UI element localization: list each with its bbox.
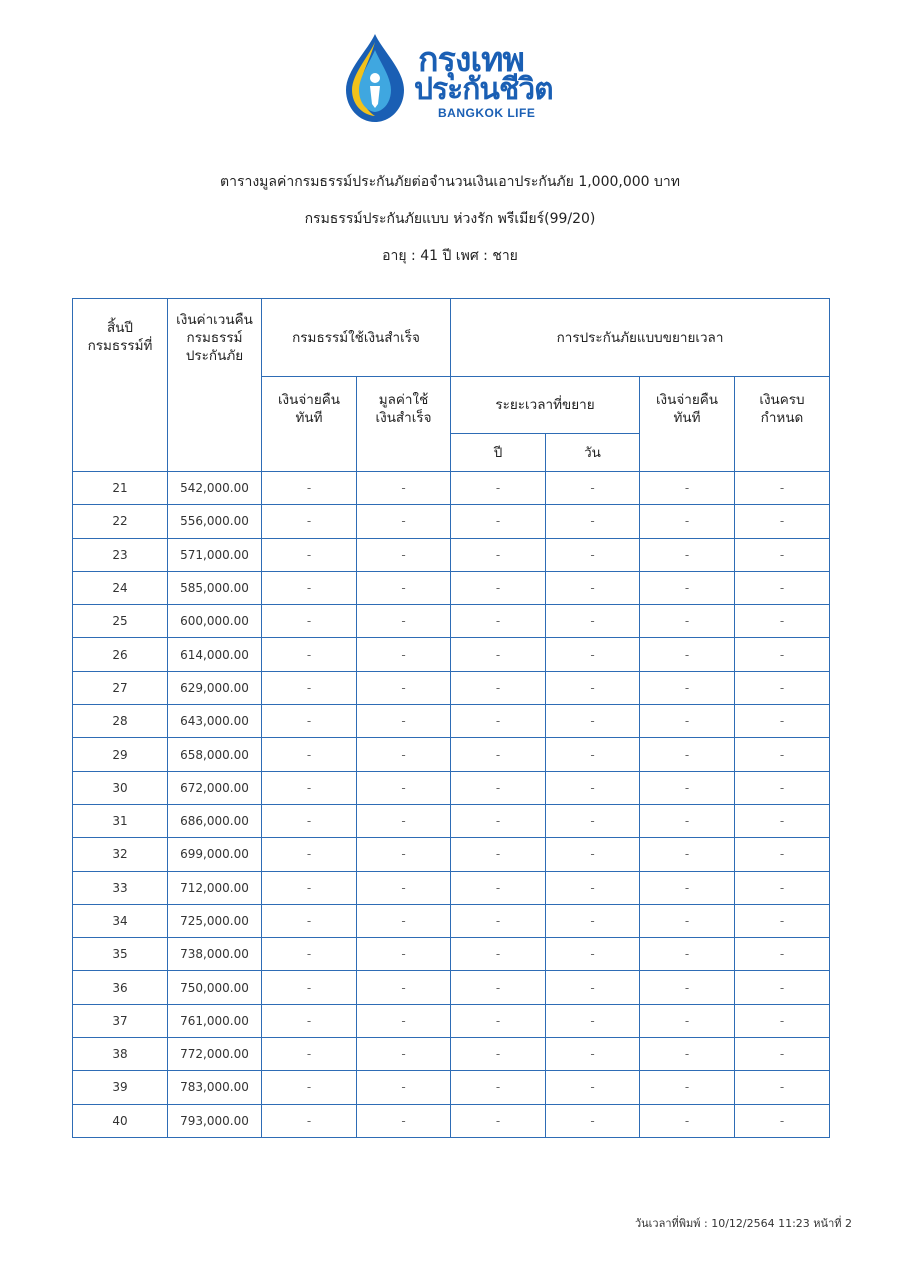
- cell-extended-cash: -: [640, 705, 735, 738]
- print-timestamp-footer: วันเวลาที่พิมพ์ : 10/12/2564 11:23 หน้าที่ 2: [634, 1217, 852, 1230]
- cell-surrender-value: 793,000.00: [168, 1104, 262, 1137]
- cell-paid-up-cash: -: [262, 1038, 357, 1071]
- cell-extended-day: -: [546, 1071, 640, 1104]
- cell-extended-year: -: [451, 738, 546, 771]
- cell-extended-day: -: [546, 571, 640, 604]
- cell-surrender-value: 772,000.00: [168, 1038, 262, 1071]
- cell-surrender-value: 761,000.00: [168, 1004, 262, 1037]
- cell-surrender-value: 699,000.00: [168, 838, 262, 871]
- cell-extended-day: -: [546, 1038, 640, 1071]
- cell-year-end: 33: [73, 871, 168, 904]
- cell-extended-cash: -: [640, 1104, 735, 1137]
- cell-paid-up-cash: -: [262, 1071, 357, 1104]
- cell-maturity-amount: -: [735, 904, 830, 937]
- policy-value-table: [72, 298, 830, 1138]
- header-paid-up-value: มูลค่าใช้ เงินสำเร็จ: [357, 377, 451, 472]
- cell-maturity-amount: -: [735, 871, 830, 904]
- cell-surrender-value: 750,000.00: [168, 971, 262, 1004]
- cell-paid-up-cash: -: [262, 671, 357, 704]
- cell-maturity-amount: -: [735, 505, 830, 538]
- cell-extended-day: -: [546, 938, 640, 971]
- cell-extended-year: -: [451, 638, 546, 671]
- cell-year-end: 26: [73, 638, 168, 671]
- cell-maturity-amount: -: [735, 771, 830, 804]
- cell-extended-cash: -: [640, 1071, 735, 1104]
- table-row: [73, 705, 830, 738]
- policy-plan-name: กรมธรรม์ประกันภัยแบบ ห่วงรัก พรีเมียร์(99/20): [304, 211, 596, 227]
- cell-extended-year: -: [451, 938, 546, 971]
- cell-paid-up-cash: -: [262, 871, 357, 904]
- table-row: [73, 1071, 830, 1104]
- cell-paid-up-value: -: [357, 1038, 451, 1071]
- cell-surrender-value: 725,000.00: [168, 904, 262, 937]
- cell-surrender-value: 643,000.00: [168, 705, 262, 738]
- cell-extended-cash: -: [640, 738, 735, 771]
- cell-year-end: 32: [73, 838, 168, 871]
- logo-wordmark-line2: ประกันชีวิต: [414, 72, 553, 107]
- header-extended-cash: เงินจ่ายคืน ทันที: [640, 377, 735, 472]
- cell-extended-year: -: [451, 771, 546, 804]
- cell-extended-year: -: [451, 971, 546, 1004]
- cell-maturity-amount: -: [735, 638, 830, 671]
- cell-paid-up-value: -: [357, 1004, 451, 1037]
- cell-extended-day: -: [546, 638, 640, 671]
- cell-paid-up-cash: -: [262, 804, 357, 837]
- cell-paid-up-cash: -: [262, 738, 357, 771]
- cell-year-end: 23: [73, 538, 168, 571]
- cell-year-end: 29: [73, 738, 168, 771]
- cell-maturity-amount: -: [735, 605, 830, 638]
- cell-year-end: 40: [73, 1104, 168, 1137]
- table-row: [73, 838, 830, 871]
- cell-paid-up-value: -: [357, 871, 451, 904]
- cell-year-end: 34: [73, 904, 168, 937]
- cell-extended-cash: -: [640, 605, 735, 638]
- cell-maturity-amount: -: [735, 804, 830, 837]
- cell-surrender-value: 629,000.00: [168, 671, 262, 704]
- cell-paid-up-value: -: [357, 505, 451, 538]
- cell-extended-day: -: [546, 505, 640, 538]
- cell-paid-up-value: -: [357, 971, 451, 1004]
- cell-extended-cash: -: [640, 938, 735, 971]
- cell-extended-year: -: [451, 671, 546, 704]
- cell-paid-up-value: -: [357, 904, 451, 937]
- table-row: [73, 738, 830, 771]
- table-row: [73, 1104, 830, 1137]
- cell-maturity-amount: -: [735, 1004, 830, 1037]
- header-day: วัน: [546, 434, 640, 472]
- cell-year-end: 22: [73, 505, 168, 538]
- table-row: [73, 605, 830, 638]
- header-extended-term-group: การประกันภัยแบบขยายเวลา: [451, 299, 830, 377]
- cell-maturity-amount: -: [735, 938, 830, 971]
- cell-paid-up-cash: -: [262, 938, 357, 971]
- cell-paid-up-value: -: [357, 1104, 451, 1137]
- logo-wordmark-english: BANGKOK LIFE: [438, 106, 536, 120]
- cell-extended-cash: -: [640, 804, 735, 837]
- cell-surrender-value: 542,000.00: [168, 472, 262, 505]
- cell-extended-cash: -: [640, 871, 735, 904]
- cell-extended-year: -: [451, 904, 546, 937]
- cell-surrender-value: 738,000.00: [168, 938, 262, 971]
- table-row: [73, 1004, 830, 1037]
- cell-extended-day: -: [546, 971, 640, 1004]
- cell-extended-cash: -: [640, 838, 735, 871]
- cell-maturity-amount: -: [735, 705, 830, 738]
- cell-maturity-amount: -: [735, 838, 830, 871]
- cell-paid-up-cash: -: [262, 605, 357, 638]
- cell-paid-up-cash: -: [262, 904, 357, 937]
- cell-paid-up-value: -: [357, 605, 451, 638]
- cell-paid-up-value: -: [357, 838, 451, 871]
- cell-paid-up-cash: -: [262, 538, 357, 571]
- cell-paid-up-value: -: [357, 571, 451, 604]
- cell-paid-up-value: -: [357, 671, 451, 704]
- cell-extended-year: -: [451, 804, 546, 837]
- cell-surrender-value: 556,000.00: [168, 505, 262, 538]
- cell-paid-up-value: -: [357, 804, 451, 837]
- cell-paid-up-cash: -: [262, 1104, 357, 1137]
- cell-extended-day: -: [546, 871, 640, 904]
- cell-surrender-value: 712,000.00: [168, 871, 262, 904]
- cell-surrender-value: 686,000.00: [168, 804, 262, 837]
- cell-extended-cash: -: [640, 1004, 735, 1037]
- cell-year-end: 39: [73, 1071, 168, 1104]
- bangkok-life-logo: [340, 30, 570, 126]
- header-paid-up-cash: เงินจ่ายคืน ทันที: [262, 377, 357, 472]
- cell-extended-year: -: [451, 538, 546, 571]
- header-maturity-amount: เงินครบ กำหนด: [735, 377, 830, 472]
- cell-year-end: 37: [73, 1004, 168, 1037]
- cell-extended-year: -: [451, 1004, 546, 1037]
- cell-paid-up-value: -: [357, 1071, 451, 1104]
- cell-maturity-amount: -: [735, 1071, 830, 1104]
- cell-extended-cash: -: [640, 571, 735, 604]
- cell-year-end: 30: [73, 771, 168, 804]
- table-row: [73, 904, 830, 937]
- insured-age-gender: อายุ : 41 ปี เพศ : ชาย: [382, 248, 518, 264]
- cell-maturity-amount: -: [735, 571, 830, 604]
- table-row: [73, 472, 830, 505]
- cell-extended-cash: -: [640, 904, 735, 937]
- cell-paid-up-cash: -: [262, 571, 357, 604]
- table-row: [73, 505, 830, 538]
- table-row: [73, 971, 830, 1004]
- cell-paid-up-cash: -: [262, 838, 357, 871]
- cell-paid-up-cash: -: [262, 971, 357, 1004]
- cell-extended-day: -: [546, 472, 640, 505]
- cell-extended-day: -: [546, 705, 640, 738]
- cell-extended-day: -: [546, 771, 640, 804]
- cell-extended-year: -: [451, 605, 546, 638]
- table-row: [73, 871, 830, 904]
- cell-paid-up-cash: -: [262, 705, 357, 738]
- cell-paid-up-value: -: [357, 738, 451, 771]
- cell-paid-up-value: -: [357, 538, 451, 571]
- cell-extended-cash: -: [640, 1038, 735, 1071]
- table-row: [73, 771, 830, 804]
- water-drop-logo-icon: [340, 32, 410, 124]
- cell-maturity-amount: -: [735, 1104, 830, 1137]
- cell-extended-day: -: [546, 1104, 640, 1137]
- table-body: [73, 472, 830, 1138]
- table-row: [73, 538, 830, 571]
- logo-wordmark-line1: กรุงเทพ: [418, 40, 524, 80]
- cell-surrender-value: 571,000.00: [168, 538, 262, 571]
- cell-extended-day: -: [546, 671, 640, 704]
- cell-paid-up-value: -: [357, 705, 451, 738]
- cell-paid-up-value: -: [357, 771, 451, 804]
- cell-paid-up-value: -: [357, 638, 451, 671]
- cell-extended-year: -: [451, 838, 546, 871]
- cell-extended-day: -: [546, 605, 640, 638]
- cell-extended-cash: -: [640, 971, 735, 1004]
- cell-year-end: 35: [73, 938, 168, 971]
- cell-extended-year: -: [451, 472, 546, 505]
- table-row: [73, 671, 830, 704]
- cell-paid-up-cash: -: [262, 472, 357, 505]
- cell-extended-cash: -: [640, 538, 735, 571]
- cell-extended-day: -: [546, 1004, 640, 1037]
- cell-extended-year: -: [451, 505, 546, 538]
- cell-maturity-amount: -: [735, 738, 830, 771]
- cell-paid-up-value: -: [357, 472, 451, 505]
- cell-surrender-value: 658,000.00: [168, 738, 262, 771]
- cell-extended-year: -: [451, 871, 546, 904]
- cell-extended-cash: -: [640, 505, 735, 538]
- cell-year-end: 28: [73, 705, 168, 738]
- header-year-end: สิ้นปี กรมธรรม์ที่: [73, 299, 168, 472]
- cell-year-end: 24: [73, 571, 168, 604]
- cell-year-end: 27: [73, 671, 168, 704]
- cell-extended-cash: -: [640, 771, 735, 804]
- cell-maturity-amount: -: [735, 671, 830, 704]
- cell-year-end: 36: [73, 971, 168, 1004]
- cell-extended-day: -: [546, 804, 640, 837]
- cell-extended-year: -: [451, 571, 546, 604]
- cell-surrender-value: 783,000.00: [168, 1071, 262, 1104]
- cell-paid-up-cash: -: [262, 638, 357, 671]
- document-title: ตารางมูลค่ากรมธรรม์ประกันภัยต่อจำนวนเงินเอาประกันภัย 1,000,000 บาท: [220, 174, 680, 190]
- cell-year-end: 31: [73, 804, 168, 837]
- cell-surrender-value: 614,000.00: [168, 638, 262, 671]
- table-row: [73, 1038, 830, 1071]
- header-surrender-value: เงินค่าเวนคืน กรมธรรม์ ประกันภัย: [168, 299, 262, 472]
- cell-paid-up-cash: -: [262, 505, 357, 538]
- cell-extended-year: -: [451, 1071, 546, 1104]
- table-row: [73, 571, 830, 604]
- cell-year-end: 25: [73, 605, 168, 638]
- cell-extended-day: -: [546, 904, 640, 937]
- cell-paid-up-cash: -: [262, 1004, 357, 1037]
- cell-year-end: 21: [73, 472, 168, 505]
- cell-surrender-value: 672,000.00: [168, 771, 262, 804]
- cell-year-end: 38: [73, 1038, 168, 1071]
- cell-extended-cash: -: [640, 671, 735, 704]
- cell-surrender-value: 600,000.00: [168, 605, 262, 638]
- header-year: ปี: [451, 434, 546, 472]
- header-extended-period: ระยะเวลาที่ขยาย: [451, 377, 640, 434]
- cell-extended-cash: -: [640, 472, 735, 505]
- header-paid-up-group: กรมธรรม์ใช้เงินสำเร็จ: [262, 299, 451, 377]
- cell-maturity-amount: -: [735, 538, 830, 571]
- cell-extended-day: -: [546, 538, 640, 571]
- table-row: [73, 638, 830, 671]
- cell-extended-year: -: [451, 705, 546, 738]
- cell-extended-day: -: [546, 838, 640, 871]
- cell-extended-year: -: [451, 1104, 546, 1137]
- cell-extended-day: -: [546, 738, 640, 771]
- cell-extended-cash: -: [640, 638, 735, 671]
- cell-maturity-amount: -: [735, 1038, 830, 1071]
- table-row: [73, 804, 830, 837]
- cell-extended-year: -: [451, 1038, 546, 1071]
- cell-paid-up-cash: -: [262, 771, 357, 804]
- cell-surrender-value: 585,000.00: [168, 571, 262, 604]
- cell-maturity-amount: -: [735, 472, 830, 505]
- cell-paid-up-value: -: [357, 938, 451, 971]
- table-row: [73, 938, 830, 971]
- cell-maturity-amount: -: [735, 971, 830, 1004]
